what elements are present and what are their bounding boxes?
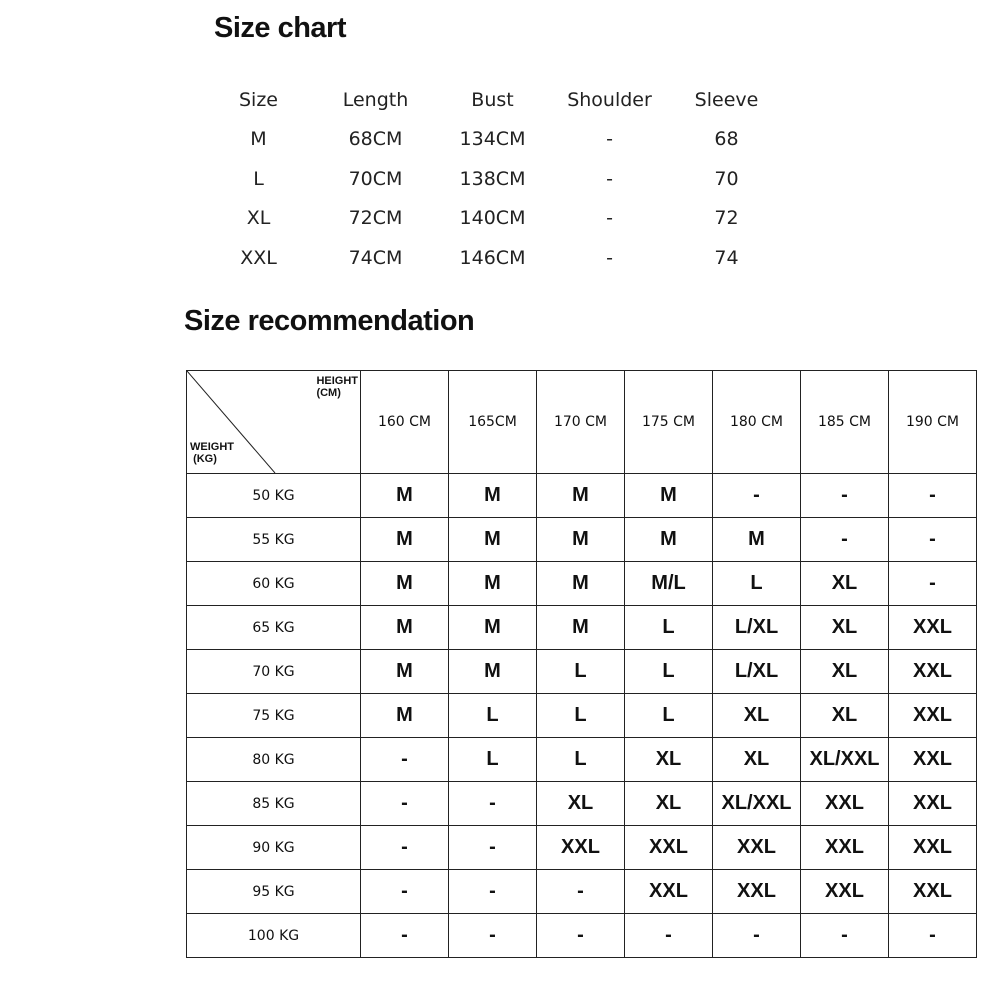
- table-row: [187, 782, 977, 826]
- size-cell: -: [801, 474, 889, 518]
- size-cell: XXL: [889, 694, 977, 738]
- table-cell: 140CM: [459, 207, 526, 230]
- size-cell: XL: [713, 694, 801, 738]
- weight-cell: 60 KG: [187, 562, 361, 606]
- size-cell: -: [801, 518, 889, 562]
- size-cell: L: [713, 562, 801, 606]
- column-header: Bust: [471, 88, 514, 111]
- size-cell: -: [537, 870, 625, 914]
- size-cell: L: [537, 738, 625, 782]
- table-cell: M: [250, 128, 267, 151]
- size-cell: M: [449, 474, 537, 518]
- size-cell: -: [449, 914, 537, 958]
- weight-cell: 95 KG: [187, 870, 361, 914]
- table-row: [187, 650, 977, 694]
- table-row: [200, 120, 785, 160]
- table-row: [200, 199, 785, 239]
- table-row: [187, 738, 977, 782]
- size-cell: M: [361, 650, 449, 694]
- size-cell: XL: [801, 650, 889, 694]
- table-cell: 68: [714, 128, 739, 151]
- size-cell: -: [361, 826, 449, 870]
- size-cell: XL/XXL: [713, 782, 801, 826]
- weight-cell: 50 KG: [187, 474, 361, 518]
- size-cell: XL: [801, 606, 889, 650]
- weight-cell: 70 KG: [187, 650, 361, 694]
- table-row: [187, 474, 977, 518]
- table-row: [187, 914, 977, 958]
- height-header: 175 CM: [625, 371, 713, 474]
- size-cell: XXL: [889, 738, 977, 782]
- size-cell: XXL: [889, 782, 977, 826]
- column-header: Size: [238, 88, 278, 111]
- table-cell: 70: [714, 167, 739, 190]
- size-cell: L/XL: [713, 650, 801, 694]
- size-cell: XXL: [625, 826, 713, 870]
- size-cell: -: [361, 870, 449, 914]
- table-row: [187, 694, 977, 738]
- size-cell: M: [361, 518, 449, 562]
- table-cell: -: [606, 207, 613, 230]
- size-cell: L: [449, 694, 537, 738]
- size-cell: XL: [537, 782, 625, 826]
- size-cell: M: [537, 606, 625, 650]
- size-cell: M: [449, 650, 537, 694]
- table-cell: 138CM: [459, 167, 526, 190]
- table-cell: -: [606, 167, 613, 190]
- height-header: 165CM: [449, 371, 537, 474]
- size-cell: XXL: [801, 870, 889, 914]
- size-cell: XL: [625, 782, 713, 826]
- weight-cell: 55 KG: [187, 518, 361, 562]
- height-header: 160 CM: [361, 371, 449, 474]
- size-cell: -: [361, 914, 449, 958]
- size-cell: M: [361, 606, 449, 650]
- header-row: [187, 371, 977, 474]
- table-cell: -: [606, 128, 613, 151]
- column-header: Shoulder: [567, 88, 652, 111]
- size-cell: XXL: [713, 826, 801, 870]
- size-chart-table: [200, 80, 785, 278]
- size-cell: -: [889, 914, 977, 958]
- size-cell: -: [361, 738, 449, 782]
- size-cell: M: [537, 562, 625, 606]
- weight-cell: 90 KG: [187, 826, 361, 870]
- size-cell: L: [449, 738, 537, 782]
- size-cell: XXL: [801, 782, 889, 826]
- table-cell: 146CM: [459, 246, 526, 269]
- size-cell: XXL: [889, 650, 977, 694]
- size-cell: M: [449, 518, 537, 562]
- size-cell: -: [625, 914, 713, 958]
- table-cell: L: [253, 167, 264, 190]
- table-cell: 74: [714, 246, 739, 269]
- size-cell: M: [537, 518, 625, 562]
- weight-cell: 80 KG: [187, 738, 361, 782]
- size-cell: XXL: [625, 870, 713, 914]
- size-cell: L/XL: [713, 606, 801, 650]
- size-cell: XXL: [537, 826, 625, 870]
- size-cell: -: [889, 474, 977, 518]
- size-cell: XL: [625, 738, 713, 782]
- size-cell: -: [889, 518, 977, 562]
- size-cell: -: [449, 782, 537, 826]
- table-cell: XXL: [240, 246, 277, 269]
- size-cell: L: [625, 694, 713, 738]
- size-recommendation-title: Size recommendation: [184, 305, 475, 337]
- table-cell: 70CM: [348, 167, 403, 190]
- size-cell: L: [537, 650, 625, 694]
- size-cell: XL: [713, 738, 801, 782]
- size-cell: -: [361, 782, 449, 826]
- size-cell: XL: [801, 562, 889, 606]
- size-cell: XXL: [889, 870, 977, 914]
- size-cell: -: [713, 914, 801, 958]
- height-header: 170 CM: [537, 371, 625, 474]
- size-cell: XL: [801, 694, 889, 738]
- table-row: [187, 562, 977, 606]
- size-cell: XL/XXL: [801, 738, 889, 782]
- table-row: [187, 870, 977, 914]
- table-row: [187, 606, 977, 650]
- table-cell: 68CM: [348, 128, 403, 151]
- size-cell: L: [537, 694, 625, 738]
- column-header: Length: [342, 88, 409, 111]
- size-cell: M: [449, 562, 537, 606]
- corner-cell: [187, 371, 361, 474]
- size-cell: L: [625, 606, 713, 650]
- height-header: 185 CM: [801, 371, 889, 474]
- size-cell: -: [801, 914, 889, 958]
- size-cell: XXL: [889, 606, 977, 650]
- size-cell: M: [537, 474, 625, 518]
- size-cell: L: [625, 650, 713, 694]
- height-unit: (CM): [316, 387, 341, 399]
- size-cell: M: [361, 694, 449, 738]
- size-cell: M/L: [625, 562, 713, 606]
- table-cell: 72: [714, 207, 739, 230]
- size-cell: -: [449, 870, 537, 914]
- size-cell: -: [713, 474, 801, 518]
- size-cell: -: [449, 826, 537, 870]
- table-row: [200, 159, 785, 199]
- table-cell: XL: [246, 207, 271, 230]
- weight-cell: 100 KG: [187, 914, 361, 958]
- height-header: 180 CM: [713, 371, 801, 474]
- table-cell: 72CM: [348, 207, 403, 230]
- size-cell: XXL: [713, 870, 801, 914]
- height-label: HEIGHT: [316, 375, 358, 387]
- weight-cell: 85 KG: [187, 782, 361, 826]
- size-chart-header-row: [200, 80, 785, 120]
- size-cell: M: [449, 606, 537, 650]
- size-recommendation-table: [186, 370, 977, 958]
- table-row: [187, 826, 977, 870]
- table-cell: 74CM: [348, 246, 403, 269]
- size-cell: M: [713, 518, 801, 562]
- table-cell: 134CM: [459, 128, 526, 151]
- table-row: [200, 238, 785, 278]
- weight-cell: 75 KG: [187, 694, 361, 738]
- table-row: [187, 518, 977, 562]
- size-cell: M: [361, 474, 449, 518]
- size-cell: M: [625, 518, 713, 562]
- size-cell: -: [537, 914, 625, 958]
- size-cell: M: [361, 562, 449, 606]
- size-cell: XXL: [889, 826, 977, 870]
- height-header: 190 CM: [889, 371, 977, 474]
- column-header: Sleeve: [694, 88, 759, 111]
- size-cell: XXL: [801, 826, 889, 870]
- weight-unit: (KG): [193, 453, 217, 465]
- table-cell: -: [606, 246, 613, 269]
- weight-label: WEIGHT: [190, 441, 234, 453]
- size-chart-title: Size chart: [214, 12, 346, 44]
- weight-cell: 65 KG: [187, 606, 361, 650]
- size-cell: M: [625, 474, 713, 518]
- size-cell: -: [889, 562, 977, 606]
